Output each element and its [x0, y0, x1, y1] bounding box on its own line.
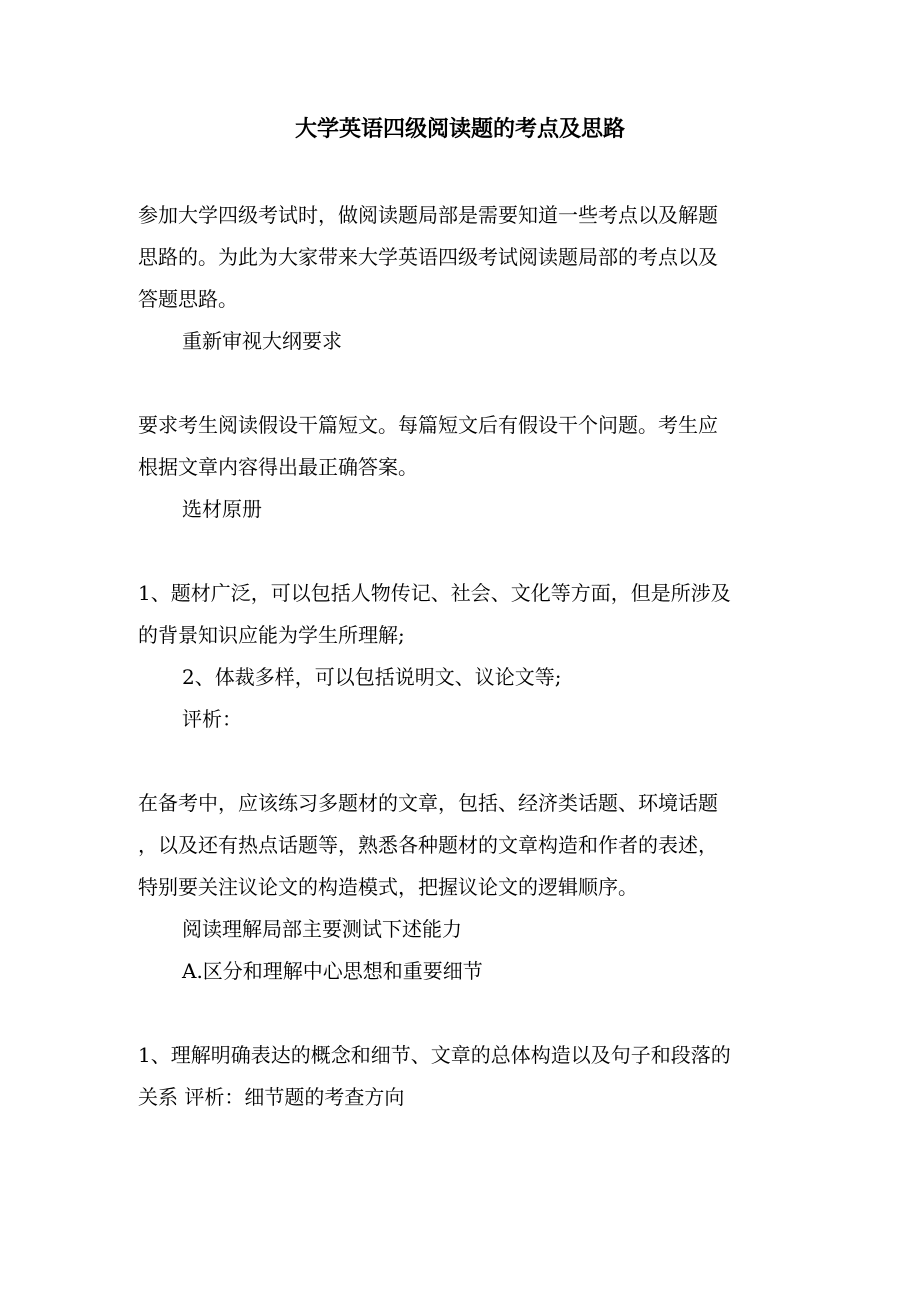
paragraph-line: 特别要关注议论文的构造模式，把握议论文的逻辑顺序。 [138, 875, 638, 899]
section-heading: 选材原册 [182, 497, 262, 521]
paragraph-line: 答题思路。 [138, 287, 238, 311]
section-heading: 重新审视大纲要求 [182, 329, 342, 353]
list-item-line: 2、体裁多样，可以包括说明文、议论文等; [182, 665, 562, 689]
list-item-line: 1、题材广泛，可以包括人物传记、社会、文化等方面，但是所涉及 [138, 581, 731, 605]
paragraph-line: 要求考生阅读假设干篇短文。每篇短文后有假设干个问题。考生应 [138, 413, 718, 437]
section-heading: 阅读理解局部主要测试下述能力 [182, 917, 462, 941]
list-item-line: 关系 评析：细节题的考查方向 [138, 1085, 405, 1109]
section-heading: A.区分和理解中心思想和重要细节 [182, 959, 483, 983]
list-item-line: 1、理解明确表达的概念和细节、文章的总体构造以及句子和段落的 [138, 1043, 731, 1067]
list-item-line: 的背景知识应能为学生所理解; [138, 623, 405, 647]
paragraph-line: 参加大学四级考试时，做阅读题局部是需要知道一些考点以及解题 [138, 203, 718, 227]
document-title: 大学英语四级阅读题的考点及思路 [294, 116, 625, 142]
section-heading: 评析： [182, 707, 242, 731]
paragraph-line: 在备考中，应该练习多题材的文章，包括、经济类话题、环境话题 [138, 791, 718, 815]
paragraph-line: 根据文章内容得出最正确答案。 [138, 455, 418, 479]
paragraph-line: ，以及还有热点话题等，熟悉各种题材的文章构造和作者的表述， [138, 833, 718, 857]
paragraph-line: 思路的。为此为大家带来大学英语四级考试阅读题局部的考点以及 [138, 245, 718, 269]
